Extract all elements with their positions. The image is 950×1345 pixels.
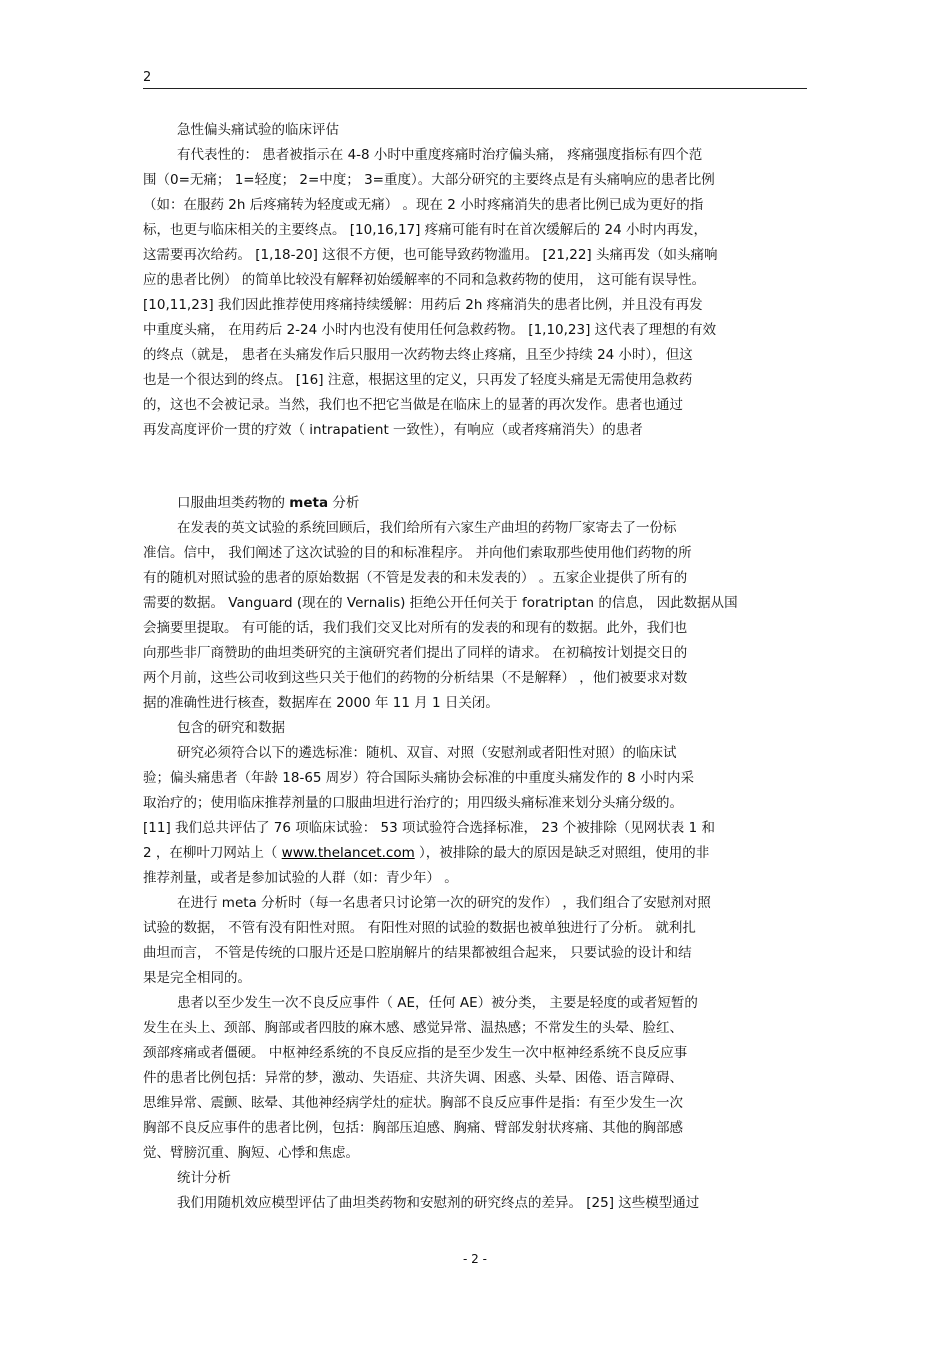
text-line: 再发高度评价一贯的疗效（ intrapatient 一致性），有响应（或者疼痛消失）的患者	[143, 422, 643, 438]
paragraph-clinical-evaluation	[143, 143, 813, 443]
text-line: 推荐剂量，或者是参加试验的人群（如：青少年） 。	[143, 870, 458, 886]
text-line: 觉、臂膀沉重、胸短、心悸和焦虑。	[143, 1145, 359, 1161]
section-heading-clinical-evaluation: 急性偏头痛试验的临床评估	[177, 122, 339, 138]
text-line: 胸部不良反应事件的患者比例，包括：胸部压迫感、胸痛、臂部发射状疼痛、其他的胸部感	[143, 1120, 683, 1136]
text-line: 两个月前，这些公司收到这些只关于他们的药物的分析结果（不是解释） ，他们被要求对数	[143, 670, 688, 686]
text-line: [11] 我们总共评估了 76 项临床试验： 53 项试验符合选择标准， 23 个被排除（见网状表 1 和	[143, 820, 715, 836]
text-line: 会摘要里提取。 有可能的话，我们我们交叉比对所有的发表的和现有的数据。此外，我们也	[143, 620, 688, 636]
text-line: 准信。信中， 我们阐述了这次试验的目的和标准程序。 并向他们索取那些使用他们药物的所	[143, 545, 692, 561]
text-line-with-link	[143, 841, 813, 866]
text-line: 颈部疼痛或者僵硬。 中枢神经系统的不良反应指的是至少发生一次中枢神经系统不良反应事	[143, 1045, 688, 1061]
text-line: 思维异常、震颤、眩晕、其他神经病学灶的症状。胸部不良反应事件是指：有至少发生一次	[143, 1095, 683, 1111]
lancet-website-link[interactable]: www.thelancet.com	[281, 845, 415, 861]
text-line: 曲坦而言， 不管是传统的口服片还是口腔崩解片的结果都被组合起来， 只要试验的设计和结	[143, 945, 692, 961]
text-line: 在进行 meta 分析时（每一名患者只讨论第一次的研究的发作） ，我们组合了安慰剂对照	[177, 895, 711, 911]
text-line: 的，这也不会被记录。当然，我们也不把它当做是在临床上的显著的再次发作。患者也通过	[143, 397, 683, 413]
text-line: （如：在服药 2h 后疼痛转为轻度或无痛） 。现在 2 小时疼痛消失的患者比例已成为更好的指	[143, 197, 704, 213]
text-line: 有的随机对照试验的患者的原始数据（不管是发表的和未发表的） 。五家企业提供了所有的	[143, 570, 688, 586]
text-line: 应的患者比例） 的简单比较没有解释初始缓解率的不同和急救药物的使用， 这可能有误导性。	[143, 272, 706, 288]
document-body	[143, 118, 813, 1216]
paragraph-meta-analysis	[143, 516, 813, 716]
text-line: 验；偏头痛患者（年龄 18-65 周岁）符合国际头痛协会标准的中重度头痛发作的 8 小时内采	[143, 770, 694, 786]
text-line: 向那些非厂商赞助的曲坦类研究的主演研究者们提出了同样的请求。 在初稿按计划提交日的	[143, 645, 688, 661]
footer-page-label: - 2 -	[463, 1252, 487, 1266]
text-line: 中重度头痛， 在用药后 2-24 小时内也没有使用任何急救药物。 [1,10,23] 这代表了理想的有效	[143, 322, 717, 338]
text-line: 取治疗的；使用临床推荐剂量的口服曲坦进行治疗的；用四级头痛标准来划分头痛分级的。	[143, 795, 683, 811]
text-line: 在发表的英文试验的系统回顾后，我们给所有六家生产曲坦的药物厂家寄去了一份标	[177, 520, 677, 536]
text-line: 发生在头上、颈部、胸部或者四肢的麻木感、感觉异常、温热感；不常发生的头晕、脸红、	[143, 1020, 683, 1036]
paragraph-statistical-analysis	[143, 1191, 813, 1216]
header-page-number: 2	[143, 70, 152, 85]
text-line: [10,11,23] 我们因此推荐使用疼痛持续缓解：用药后 2h 疼痛消失的患者比例，并且没有再发	[143, 297, 703, 313]
text-line: 这需要再次给药。 [1,18-20] 这很不方便，也可能导致药物滥用。 [21,22] 头痛再发（如头痛响	[143, 247, 718, 263]
link-suffix: ），被排除的最大的原因是缺乏对照组，使用的非	[414, 845, 710, 861]
heading-prefix: 口服曲坦类药物的	[177, 495, 290, 511]
text-line: 有代表性的： 患者被指示在 4-8 小时中重度疼痛时治疗偏头痛， 疼痛强度指标有四个范	[177, 147, 703, 163]
section-gap	[143, 443, 813, 491]
heading-bold-meta: meta	[289, 495, 329, 511]
section-heading-included-studies: 包含的研究和数据	[177, 720, 285, 736]
text-line: 围（0=无痛； 1=轻度； 2=中度； 3=重度）。大部分研究的主要终点是有头痛响应的患者比例	[143, 172, 715, 188]
heading-suffix: 分析	[328, 495, 360, 511]
section-heading-meta-analysis	[143, 491, 813, 516]
text-line: 据的准确性进行核查，数据库在 2000 年 11 月 1 日关闭。	[143, 695, 499, 711]
section-heading-statistical-analysis: 统计分析	[177, 1170, 231, 1186]
text-line: 标，也更与临床相关的主要终点。 [10,16,17] 疼痛可能有时在首次缓解后的 24 小时内再发，	[143, 222, 707, 238]
header-rule	[143, 88, 807, 89]
text-line: 我们用随机效应模型评估了曲坦类药物和安慰剂的研究终点的差异。 [25] 这些模型通过	[177, 1195, 700, 1211]
text-line: 研究必须符合以下的遴选标准：随机、双盲、对照（安慰剂或者阳性对照）的临床试	[177, 745, 677, 761]
text-line: 也是一个很达到的终点。 [16] 注意，根据这里的定义，只再发了轻度头痛是无需使用急救药	[143, 372, 693, 388]
paragraph-included-studies	[143, 741, 813, 1166]
text-line: 的终点（就是， 患者在头痛发作后只服用一次药物去终止疼痛，且至少持续 24 小时），但这	[143, 347, 693, 363]
text-line: 试验的数据， 不管有没有阳性对照。 有阳性对照的试验的数据也被单独进行了分析。 就利扎	[143, 920, 696, 936]
text-line: 果是完全相同的。	[143, 970, 251, 986]
text-line: 需要的数据。 Vanguard (现在的 Vernalis) 拒绝公开任何关于 foratriptan 的信息， 因此数据从国	[143, 595, 738, 611]
text-line: 患者以至少发生一次不良反应事件（ AE，任何 AE）被分类， 主要是轻度的或者短暂的	[177, 995, 698, 1011]
text-line: 件的患者比例包括：异常的梦，激动、失语症、共济失调、困惑、头晕、困倦、语言障碍、	[143, 1070, 683, 1086]
link-prefix: 2 ，在柳叶刀网站上（	[143, 845, 282, 861]
